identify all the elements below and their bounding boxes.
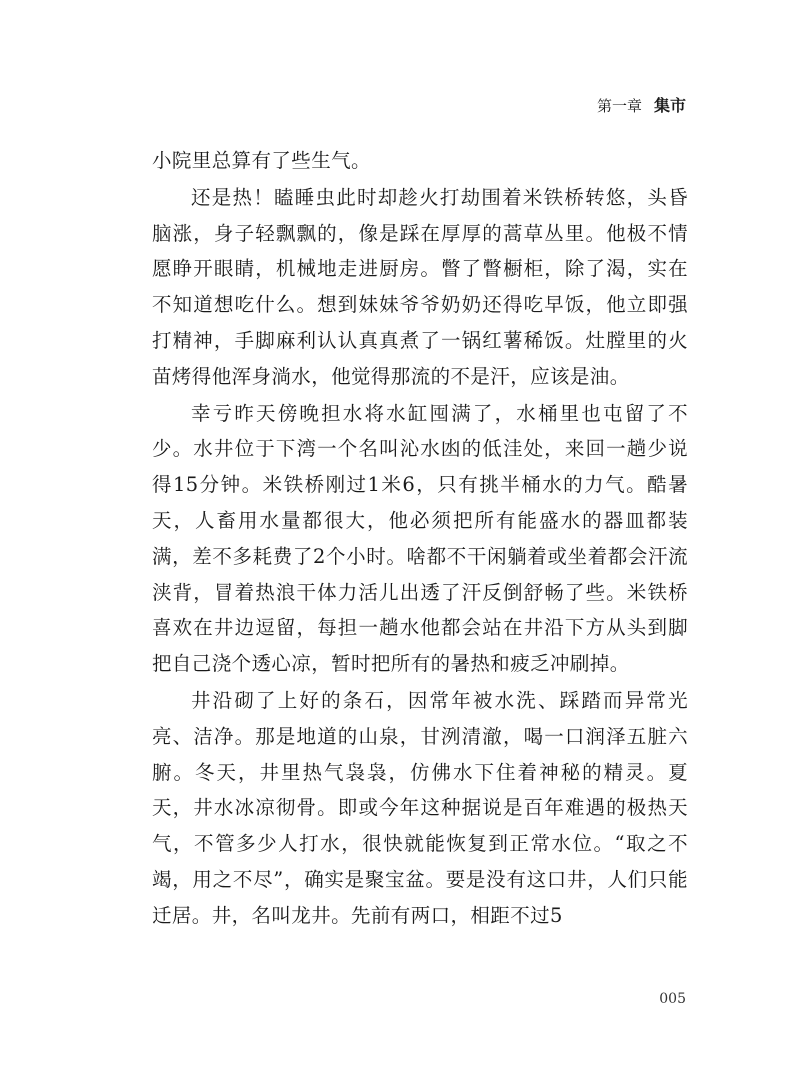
paragraph: 井沿砌了上好的条石，因常年被水洗、踩踏而异常光亮、洁净。那是地道的山泉，甘洌清澈，喝一口润泽五脏六腑。冬天，井里热气袅袅，仿佛水下住着神秘的精灵。夏天，井水冰凉彻骨。即或今年这种据说是百年难遇的极热天气，不管多少人打水，很快就能恢复到正常水位。“取之不竭，用之不尽”，确实是聚宝盆。要是没有这口井，人们只能迁居。井，名叫龙井。先前有两口，相距不过5 [152, 688, 688, 927]
paragraph: 小院里总算有了些生气。 [152, 149, 371, 172]
page-number: 005 [659, 991, 686, 1007]
body-text [152, 143, 688, 935]
running-header [597, 96, 686, 116]
chapter-title: 集市 [653, 96, 686, 115]
paragraph: 幸亏昨天傍晚担水将水缸囤满了，水桶里也屯留了不少。水井位于下湾一个名叫沁水凼的低洼处，来回一趟少说得15分钟。米铁桥刚过1米6，只有挑半桶水的力气。酷暑天，人畜用水量都很大，他必须把所有能盛水的器皿都装满，差不多耗费了2个小时。啥都不干闲躺着或坐着都会汗流浃背，冒着热浪干体力活儿出透了汗反倒舒畅了些。米铁桥喜欢在井边逗留，每担一趟水他都会站在井沿下方从头到脚把自己浇个透心凉，暂时把所有的暑热和疲乏冲刷掉。 [152, 401, 688, 676]
chapter-label: 第一章 [596, 97, 642, 115]
paragraph: 还是热！瞌睡虫此时却趁火打劫围着米铁桥转悠，头昏脑涨，身子轻飘飘的，像是踩在厚厚的蒿草丛里。他极不情愿睁开眼睛，机械地走进厨房。瞥了瞥橱柜，除了渴，实在不知道想吃什么。想到妹妹爷爷奶奶还得吃早饭，他立即强打精神，手脚麻利认认真真煮了一锅红薯稀饭。灶膛里的火苗烤得他浑身淌水，他觉得那流的不是汗，应该是油。 [152, 185, 688, 388]
